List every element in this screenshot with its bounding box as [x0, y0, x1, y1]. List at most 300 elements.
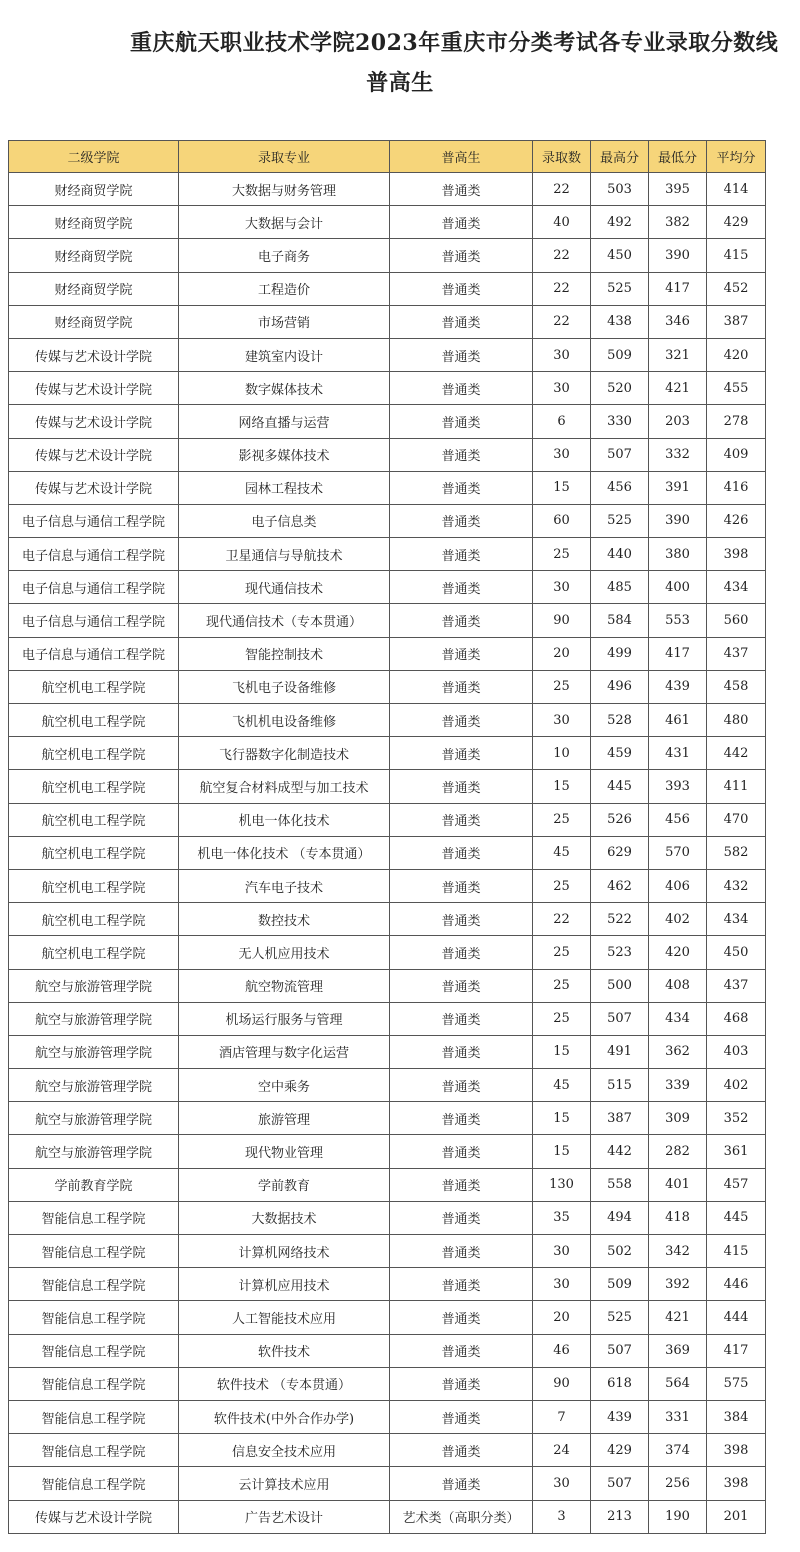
min-score-cell: 382: [649, 206, 707, 239]
header-admitted-count: 录取数: [533, 141, 591, 173]
min-score-cell: 406: [649, 869, 707, 902]
college-cell: 电子信息与通信工程学院: [9, 538, 179, 571]
admitted-count-cell: 15: [533, 770, 591, 803]
major-cell: 现代物业管理: [179, 1135, 390, 1168]
admitted-count-cell: 15: [533, 471, 591, 504]
max-score-cell: 507: [591, 1467, 649, 1500]
min-score-cell: 342: [649, 1235, 707, 1268]
avg-score-cell: 450: [707, 936, 766, 969]
admitted-count-cell: 45: [533, 1069, 591, 1102]
major-cell: 现代通信技术（专本贯通）: [179, 604, 390, 637]
table-row: [9, 1434, 766, 1467]
max-score-cell: 507: [591, 1334, 649, 1367]
category-cell: 普通类: [390, 969, 533, 1002]
min-score-cell: 390: [649, 239, 707, 272]
category-cell: 普通类: [390, 438, 533, 471]
min-score-cell: 564: [649, 1367, 707, 1400]
min-score-cell: 420: [649, 936, 707, 969]
max-score-cell: 509: [591, 338, 649, 371]
admitted-count-cell: 35: [533, 1201, 591, 1234]
major-cell: 软件技术 （专本贯通）: [179, 1367, 390, 1400]
admitted-count-cell: 46: [533, 1334, 591, 1367]
max-score-cell: 429: [591, 1434, 649, 1467]
major-cell: 飞机机电设备维修: [179, 704, 390, 737]
college-cell: 航空机电工程学院: [9, 770, 179, 803]
avg-score-cell: 437: [707, 969, 766, 1002]
admitted-count-cell: 30: [533, 1235, 591, 1268]
table-row: [9, 903, 766, 936]
table-row: [9, 969, 766, 1002]
college-cell: 航空与旅游管理学院: [9, 1102, 179, 1135]
min-score-cell: 570: [649, 836, 707, 869]
college-cell: 航空机电工程学院: [9, 836, 179, 869]
avg-score-cell: 398: [707, 1467, 766, 1500]
avg-score-cell: 420: [707, 338, 766, 371]
table-row: [9, 1235, 766, 1268]
admitted-count-cell: 22: [533, 272, 591, 305]
major-cell: 市场营销: [179, 305, 390, 338]
min-score-cell: 203: [649, 405, 707, 438]
max-score-cell: 462: [591, 869, 649, 902]
major-cell: 无人机应用技术: [179, 936, 390, 969]
table-row: [9, 173, 766, 206]
min-score-cell: 401: [649, 1168, 707, 1201]
max-score-cell: 584: [591, 604, 649, 637]
college-cell: 传媒与艺术设计学院: [9, 372, 179, 405]
admitted-count-cell: 15: [533, 1035, 591, 1068]
avg-score-cell: 278: [707, 405, 766, 438]
category-cell: 普通类: [390, 1201, 533, 1234]
category-cell: 普通类: [390, 1002, 533, 1035]
min-score-cell: 553: [649, 604, 707, 637]
min-score-cell: 434: [649, 1002, 707, 1035]
college-cell: 财经商贸学院: [9, 305, 179, 338]
major-cell: 工程造价: [179, 272, 390, 305]
college-cell: 传媒与艺术设计学院: [9, 1500, 179, 1533]
avg-score-cell: 468: [707, 1002, 766, 1035]
min-score-cell: 461: [649, 704, 707, 737]
table-row: [9, 670, 766, 703]
college-cell: 航空与旅游管理学院: [9, 969, 179, 1002]
college-cell: 电子信息与通信工程学院: [9, 637, 179, 670]
min-score-cell: 408: [649, 969, 707, 1002]
max-score-cell: 526: [591, 803, 649, 836]
max-score-cell: 507: [591, 438, 649, 471]
table-row: [9, 239, 766, 272]
admitted-count-cell: 30: [533, 338, 591, 371]
table-header-row: [9, 141, 766, 173]
category-cell: 普通类: [390, 936, 533, 969]
max-score-cell: 445: [591, 770, 649, 803]
table-row: [9, 1467, 766, 1500]
max-score-cell: 500: [591, 969, 649, 1002]
admitted-count-cell: 25: [533, 936, 591, 969]
major-cell: 广告艺术设计: [179, 1500, 390, 1533]
major-cell: 建筑室内设计: [179, 338, 390, 371]
avg-score-cell: 403: [707, 1035, 766, 1068]
min-score-cell: 417: [649, 637, 707, 670]
admitted-count-cell: 22: [533, 305, 591, 338]
category-cell: 普通类: [390, 637, 533, 670]
major-cell: 影视多媒体技术: [179, 438, 390, 471]
min-score-cell: 190: [649, 1500, 707, 1533]
college-cell: 航空机电工程学院: [9, 670, 179, 703]
category-cell: 普通类: [390, 1035, 533, 1068]
table-row: [9, 504, 766, 537]
category-cell: 普通类: [390, 1334, 533, 1367]
college-cell: 航空机电工程学院: [9, 737, 179, 770]
max-score-cell: 213: [591, 1500, 649, 1533]
max-score-cell: 520: [591, 372, 649, 405]
category-cell: 艺术类（高职分类）: [390, 1500, 533, 1533]
max-score-cell: 629: [591, 836, 649, 869]
category-cell: 普通类: [390, 869, 533, 902]
max-score-cell: 499: [591, 637, 649, 670]
college-cell: 传媒与艺术设计学院: [9, 405, 179, 438]
table-row: [9, 1069, 766, 1102]
major-cell: 旅游管理: [179, 1102, 390, 1135]
college-cell: 航空机电工程学院: [9, 704, 179, 737]
avg-score-cell: 457: [707, 1168, 766, 1201]
category-cell: 普通类: [390, 1102, 533, 1135]
major-cell: 信息安全技术应用: [179, 1434, 390, 1467]
category-cell: 普通类: [390, 1434, 533, 1467]
major-cell: 智能控制技术: [179, 637, 390, 670]
major-cell: 园林工程技术: [179, 471, 390, 504]
college-cell: 财经商贸学院: [9, 173, 179, 206]
category-cell: 普通类: [390, 737, 533, 770]
admitted-count-cell: 30: [533, 372, 591, 405]
admitted-count-cell: 45: [533, 836, 591, 869]
max-score-cell: 442: [591, 1135, 649, 1168]
category-cell: 普通类: [390, 670, 533, 703]
category-cell: 普通类: [390, 305, 533, 338]
major-cell: 机电一体化技术: [179, 803, 390, 836]
college-cell: 航空机电工程学院: [9, 803, 179, 836]
category-cell: 普通类: [390, 239, 533, 272]
max-score-cell: 439: [591, 1400, 649, 1433]
category-cell: 普通类: [390, 372, 533, 405]
max-score-cell: 491: [591, 1035, 649, 1068]
max-score-cell: 507: [591, 1002, 649, 1035]
category-cell: 普通类: [390, 770, 533, 803]
max-score-cell: 456: [591, 471, 649, 504]
table-row: [9, 471, 766, 504]
avg-score-cell: 445: [707, 1201, 766, 1234]
major-cell: 数字媒体技术: [179, 372, 390, 405]
table-row: [9, 637, 766, 670]
category-cell: 普通类: [390, 338, 533, 371]
avg-score-cell: 582: [707, 836, 766, 869]
table-row: [9, 869, 766, 902]
admitted-count-cell: 25: [533, 538, 591, 571]
category-cell: 普通类: [390, 1069, 533, 1102]
table-row: [9, 770, 766, 803]
min-score-cell: 374: [649, 1434, 707, 1467]
max-score-cell: 330: [591, 405, 649, 438]
avg-score-cell: 426: [707, 504, 766, 537]
category-cell: 普通类: [390, 571, 533, 604]
admitted-count-cell: 25: [533, 670, 591, 703]
avg-score-cell: 384: [707, 1400, 766, 1433]
avg-score-cell: 409: [707, 438, 766, 471]
min-score-cell: 362: [649, 1035, 707, 1068]
college-cell: 电子信息与通信工程学院: [9, 504, 179, 537]
table-row: [9, 272, 766, 305]
avg-score-cell: 434: [707, 903, 766, 936]
table-row: [9, 206, 766, 239]
table-row: [9, 1500, 766, 1533]
max-score-cell: 438: [591, 305, 649, 338]
major-cell: 飞机电子设备维修: [179, 670, 390, 703]
admitted-count-cell: 25: [533, 969, 591, 1002]
college-cell: 航空与旅游管理学院: [9, 1035, 179, 1068]
avg-score-cell: 361: [707, 1135, 766, 1168]
header-avg-score: 平均分: [707, 141, 766, 173]
college-cell: 航空机电工程学院: [9, 903, 179, 936]
min-score-cell: 331: [649, 1400, 707, 1433]
college-cell: 智能信息工程学院: [9, 1301, 179, 1334]
admitted-count-cell: 15: [533, 1135, 591, 1168]
min-score-cell: 421: [649, 372, 707, 405]
admitted-count-cell: 30: [533, 571, 591, 604]
major-cell: 机电一体化技术 （专本贯通）: [179, 836, 390, 869]
table-row: [9, 803, 766, 836]
college-cell: 财经商贸学院: [9, 272, 179, 305]
avg-score-cell: 575: [707, 1367, 766, 1400]
max-score-cell: 525: [591, 504, 649, 537]
admitted-count-cell: 15: [533, 1102, 591, 1135]
category-cell: 普通类: [390, 173, 533, 206]
admitted-count-cell: 30: [533, 1467, 591, 1500]
min-score-cell: 400: [649, 571, 707, 604]
min-score-cell: 332: [649, 438, 707, 471]
table-row: [9, 538, 766, 571]
college-cell: 航空与旅游管理学院: [9, 1002, 179, 1035]
major-cell: 软件技术(中外合作办学): [179, 1400, 390, 1433]
college-cell: 智能信息工程学院: [9, 1201, 179, 1234]
college-cell: 传媒与艺术设计学院: [9, 338, 179, 371]
table-row: [9, 936, 766, 969]
category-cell: 普通类: [390, 1235, 533, 1268]
major-cell: 数控技术: [179, 903, 390, 936]
admitted-count-cell: 22: [533, 239, 591, 272]
page-title: 重庆航天职业技术学院2023年重庆市分类考试各专业录取分数线: [130, 30, 779, 56]
min-score-cell: 282: [649, 1135, 707, 1168]
admitted-count-cell: 130: [533, 1168, 591, 1201]
major-cell: 计算机应用技术: [179, 1268, 390, 1301]
college-cell: 智能信息工程学院: [9, 1434, 179, 1467]
min-score-cell: 456: [649, 803, 707, 836]
major-cell: 网络直播与运营: [179, 405, 390, 438]
category-cell: 普通类: [390, 504, 533, 537]
min-score-cell: 402: [649, 903, 707, 936]
category-cell: 普通类: [390, 903, 533, 936]
college-cell: 财经商贸学院: [9, 239, 179, 272]
max-score-cell: 496: [591, 670, 649, 703]
min-score-cell: 390: [649, 504, 707, 537]
major-cell: 机场运行服务与管理: [179, 1002, 390, 1035]
category-cell: 普通类: [390, 206, 533, 239]
category-cell: 普通类: [390, 1467, 533, 1500]
avg-score-cell: 398: [707, 538, 766, 571]
table-row: [9, 1002, 766, 1035]
max-score-cell: 515: [591, 1069, 649, 1102]
table-row: [9, 571, 766, 604]
avg-score-cell: 402: [707, 1069, 766, 1102]
admitted-count-cell: 30: [533, 704, 591, 737]
min-score-cell: 369: [649, 1334, 707, 1367]
max-score-cell: 503: [591, 173, 649, 206]
min-score-cell: 256: [649, 1467, 707, 1500]
min-score-cell: 391: [649, 471, 707, 504]
college-cell: 传媒与艺术设计学院: [9, 438, 179, 471]
min-score-cell: 421: [649, 1301, 707, 1334]
admitted-count-cell: 25: [533, 1002, 591, 1035]
avg-score-cell: 387: [707, 305, 766, 338]
category-cell: 普通类: [390, 1400, 533, 1433]
admitted-count-cell: 22: [533, 903, 591, 936]
table-row: [9, 836, 766, 869]
table-body: [9, 173, 766, 1534]
major-cell: 大数据与财务管理: [179, 173, 390, 206]
min-score-cell: 309: [649, 1102, 707, 1135]
table-row: [9, 704, 766, 737]
table-row: [9, 1201, 766, 1234]
major-cell: 飞行器数字化制造技术: [179, 737, 390, 770]
header-max-score: 最高分: [591, 141, 649, 173]
college-cell: 财经商贸学院: [9, 206, 179, 239]
table-row: [9, 305, 766, 338]
avg-score-cell: 415: [707, 239, 766, 272]
table-row: [9, 1035, 766, 1068]
header-college: 二级学院: [9, 141, 179, 173]
category-cell: 普通类: [390, 471, 533, 504]
avg-score-cell: 414: [707, 173, 766, 206]
admitted-count-cell: 22: [533, 173, 591, 206]
avg-score-cell: 560: [707, 604, 766, 637]
category-cell: 普通类: [390, 1168, 533, 1201]
avg-score-cell: 417: [707, 1334, 766, 1367]
min-score-cell: 339: [649, 1069, 707, 1102]
admitted-count-cell: 90: [533, 604, 591, 637]
table-row: [9, 1168, 766, 1201]
max-score-cell: 618: [591, 1367, 649, 1400]
category-cell: 普通类: [390, 1367, 533, 1400]
admitted-count-cell: 6: [533, 405, 591, 438]
major-cell: 云计算技术应用: [179, 1467, 390, 1500]
max-score-cell: 485: [591, 571, 649, 604]
admission-score-table: [8, 140, 766, 1534]
table-row: [9, 1135, 766, 1168]
category-cell: 普通类: [390, 803, 533, 836]
major-cell: 卫星通信与导航技术: [179, 538, 390, 571]
college-cell: 智能信息工程学院: [9, 1235, 179, 1268]
avg-score-cell: 416: [707, 471, 766, 504]
table-row: [9, 1102, 766, 1135]
min-score-cell: 439: [649, 670, 707, 703]
header-major: 录取专业: [179, 141, 390, 173]
admitted-count-cell: 20: [533, 1301, 591, 1334]
category-cell: 普通类: [390, 836, 533, 869]
avg-score-cell: 429: [707, 206, 766, 239]
avg-score-cell: 201: [707, 1500, 766, 1533]
table-row: [9, 604, 766, 637]
header-min-score: 最低分: [649, 141, 707, 173]
major-cell: 学前教育: [179, 1168, 390, 1201]
table-row: [9, 737, 766, 770]
admitted-count-cell: 40: [533, 206, 591, 239]
min-score-cell: 431: [649, 737, 707, 770]
avg-score-cell: 446: [707, 1268, 766, 1301]
min-score-cell: 321: [649, 338, 707, 371]
major-cell: 电子信息类: [179, 504, 390, 537]
admitted-count-cell: 10: [533, 737, 591, 770]
max-score-cell: 450: [591, 239, 649, 272]
avg-score-cell: 442: [707, 737, 766, 770]
admitted-count-cell: 3: [533, 1500, 591, 1533]
avg-score-cell: 352: [707, 1102, 766, 1135]
college-cell: 智能信息工程学院: [9, 1334, 179, 1367]
major-cell: 空中乘务: [179, 1069, 390, 1102]
category-cell: 普通类: [390, 405, 533, 438]
max-score-cell: 523: [591, 936, 649, 969]
admitted-count-cell: 20: [533, 637, 591, 670]
college-cell: 航空与旅游管理学院: [9, 1069, 179, 1102]
min-score-cell: 417: [649, 272, 707, 305]
category-cell: 普通类: [390, 604, 533, 637]
major-cell: 电子商务: [179, 239, 390, 272]
college-cell: 航空机电工程学院: [9, 936, 179, 969]
min-score-cell: 380: [649, 538, 707, 571]
max-score-cell: 492: [591, 206, 649, 239]
major-cell: 航空复合材料成型与加工技术: [179, 770, 390, 803]
max-score-cell: 522: [591, 903, 649, 936]
major-cell: 酒店管理与数字化运营: [179, 1035, 390, 1068]
table-row: [9, 338, 766, 371]
max-score-cell: 502: [591, 1235, 649, 1268]
min-score-cell: 395: [649, 173, 707, 206]
major-cell: 大数据技术: [179, 1201, 390, 1234]
category-cell: 普通类: [390, 272, 533, 305]
major-cell: 航空物流管理: [179, 969, 390, 1002]
category-cell: 普通类: [390, 1301, 533, 1334]
category-cell: 普通类: [390, 1135, 533, 1168]
avg-score-cell: 411: [707, 770, 766, 803]
min-score-cell: 346: [649, 305, 707, 338]
college-cell: 电子信息与通信工程学院: [9, 571, 179, 604]
admitted-count-cell: 7: [533, 1400, 591, 1433]
avg-score-cell: 480: [707, 704, 766, 737]
table-row: [9, 372, 766, 405]
college-cell: 智能信息工程学院: [9, 1367, 179, 1400]
admitted-count-cell: 30: [533, 438, 591, 471]
avg-score-cell: 398: [707, 1434, 766, 1467]
category-cell: 普通类: [390, 538, 533, 571]
major-cell: 计算机网络技术: [179, 1235, 390, 1268]
max-score-cell: 509: [591, 1268, 649, 1301]
avg-score-cell: 458: [707, 670, 766, 703]
page-subtitle: 普高生: [366, 70, 434, 96]
admitted-count-cell: 25: [533, 869, 591, 902]
avg-score-cell: 415: [707, 1235, 766, 1268]
max-score-cell: 494: [591, 1201, 649, 1234]
table-row: [9, 1301, 766, 1334]
avg-score-cell: 452: [707, 272, 766, 305]
max-score-cell: 459: [591, 737, 649, 770]
max-score-cell: 558: [591, 1168, 649, 1201]
table-row: [9, 1367, 766, 1400]
